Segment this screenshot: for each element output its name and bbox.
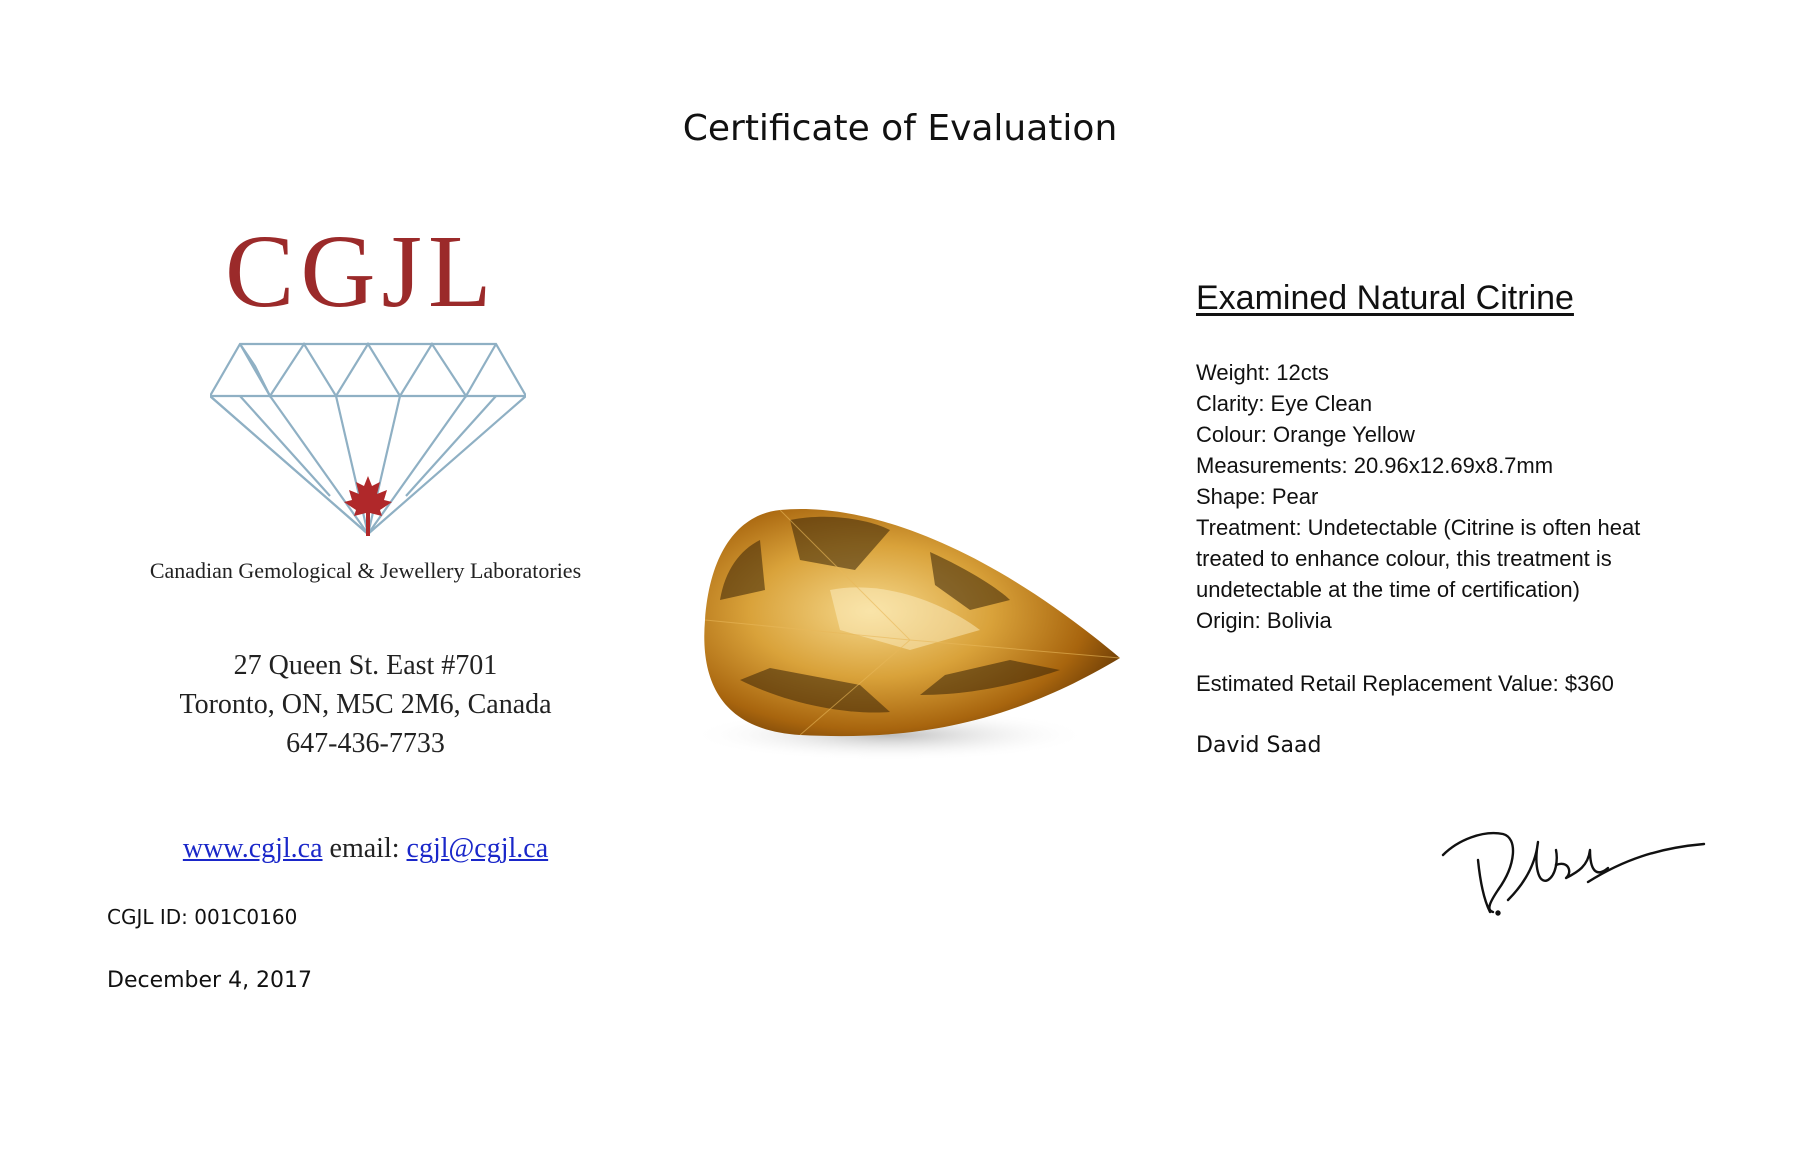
- certificate-date: December 4, 2017: [107, 968, 313, 993]
- address-line-1: 27 Queen St. East #701: [233, 650, 498, 681]
- spec-shape: Shape: Pear: [1196, 484, 1319, 509]
- spec-treatment-line-2: treated to enhance colour, this treatment is: [1196, 546, 1612, 571]
- spec-weight: Weight: 12cts: [1196, 360, 1329, 385]
- appraiser-name: David Saad: [1196, 733, 1322, 758]
- spec-treatment-line-3: undetectable at the time of certification): [1196, 577, 1580, 602]
- citrine-gem-image: [680, 490, 1140, 780]
- phone-number: 647-436-7733: [286, 728, 445, 759]
- maple-leaf-icon: [344, 476, 392, 536]
- lab-name: Canadian Gemological & Jewellery Laboratories: [149, 558, 582, 583]
- email-link[interactable]: cgjl@cgjl.ca: [406, 833, 549, 864]
- gem-heading: Examined Natural Citrine: [1196, 279, 1574, 317]
- retail-value: Estimated Retail Replacement Value: $360: [1196, 671, 1614, 696]
- signature-icon: [1438, 820, 1708, 920]
- spec-clarity: Clarity: Eye Clean: [1196, 391, 1373, 416]
- spec-origin: Origin: Bolivia: [1196, 608, 1332, 633]
- website-link[interactable]: www.cgjl.ca: [182, 833, 323, 864]
- email-label: email:: [329, 833, 400, 864]
- gem-specs: [1196, 357, 1716, 636]
- page-title: Certificate of Evaluation: [682, 108, 1118, 149]
- spec-measurements: Measurements: 20.96x12.69x8.7mm: [1196, 453, 1554, 478]
- diamond-icon: [210, 336, 526, 536]
- contact-links: [0, 833, 731, 865]
- spec-treatment-line-1: Treatment: Undetectable (Citrine is often heat: [1196, 515, 1641, 540]
- spec-colour: Colour: Orange Yellow: [1196, 422, 1415, 447]
- address-line-2: Toronto, ON, M5C 2M6, Canada: [179, 689, 552, 720]
- certificate-id: CGJL ID: 001C0160: [107, 905, 298, 929]
- cgjl-logo-text: CGJL: [225, 214, 498, 329]
